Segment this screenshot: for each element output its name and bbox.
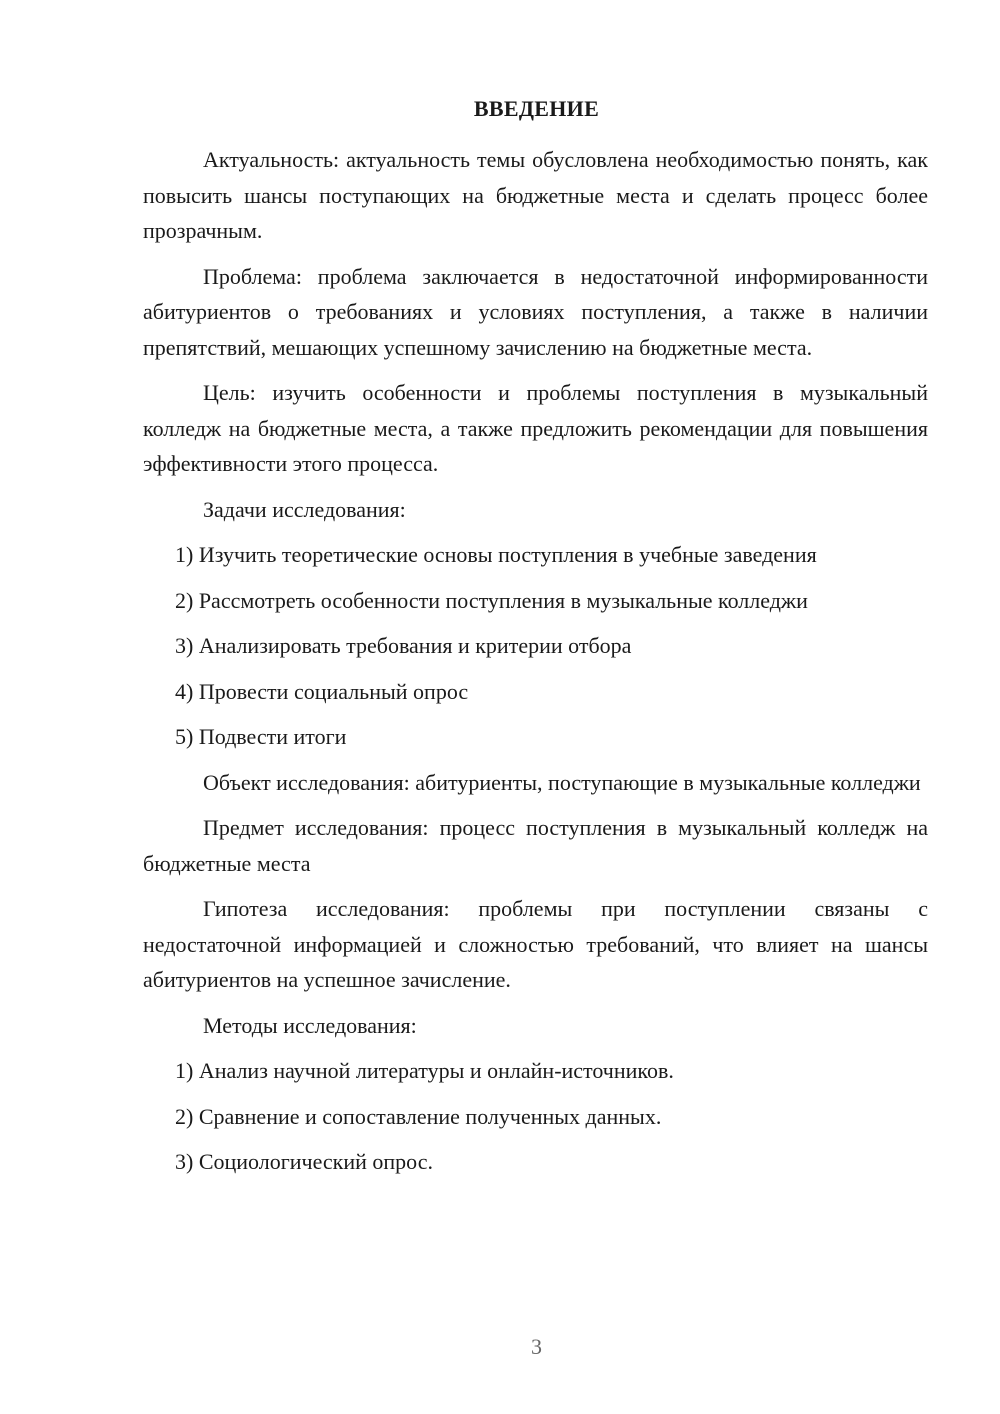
page-number: 3 (531, 1334, 542, 1359)
relevance-paragraph: Актуальность: актуальность темы обусловлена необходимостью понять, как повысить шансы поступающих на бюджетные места и сделать процесс более прозрачным. (143, 147, 928, 243)
problem-paragraph: Проблема: проблема заключается в недостаточной информированности абитуриентов о требованиях и условиях поступления, а также в наличии препятствий, мешающих успешному зачислению на бюджетные места. (143, 263, 928, 360)
document-body (143, 142, 928, 1190)
goal-paragraph: Цель: изучить особенности и проблемы поступления в музыкальный колледж на бюджетные места, а также предложить рекомендации для повышения эффективности этого процесса. (143, 380, 928, 476)
list-item: 4) Провести социальный опрос (175, 678, 469, 704)
list-item: 5) Подвести итоги (175, 724, 347, 749)
tasks-list (143, 537, 928, 755)
list-item: 2) Сравнение и сопоставление полученных данных. (175, 1103, 662, 1129)
list-item: 1) Изучить теоретические основы поступления в учебные заведения (175, 542, 817, 567)
methods-list (143, 1053, 928, 1180)
methods-heading: Методы исследования: (203, 1012, 417, 1038)
list-item: 1) Анализ научной литературы и онлайн-источников. (175, 1058, 674, 1083)
subject-paragraph: Предмет исследования: процесс поступления в музыкальный колледж на бюджетные места (143, 815, 928, 876)
hypothesis-paragraph: Гипотеза исследования: проблемы при поступлении связаны с недостаточной информацией и сложностью требований, что влияет на шансы абитуриентов на успешное зачисление. (143, 896, 928, 992)
tasks-heading: Задачи исследования: (203, 496, 406, 522)
list-item: 2) Рассмотреть особенности поступления в музыкальные колледжи (175, 587, 808, 613)
list-item: 3) Социологический опрос. (175, 1149, 433, 1174)
list-item: 3) Анализировать требования и критерии отбора (175, 633, 632, 658)
object-paragraph: Объект исследования: абитуриенты, поступающие в музыкальные колледжи (203, 769, 921, 795)
page-title: ВВЕДЕНИЕ (473, 96, 600, 121)
